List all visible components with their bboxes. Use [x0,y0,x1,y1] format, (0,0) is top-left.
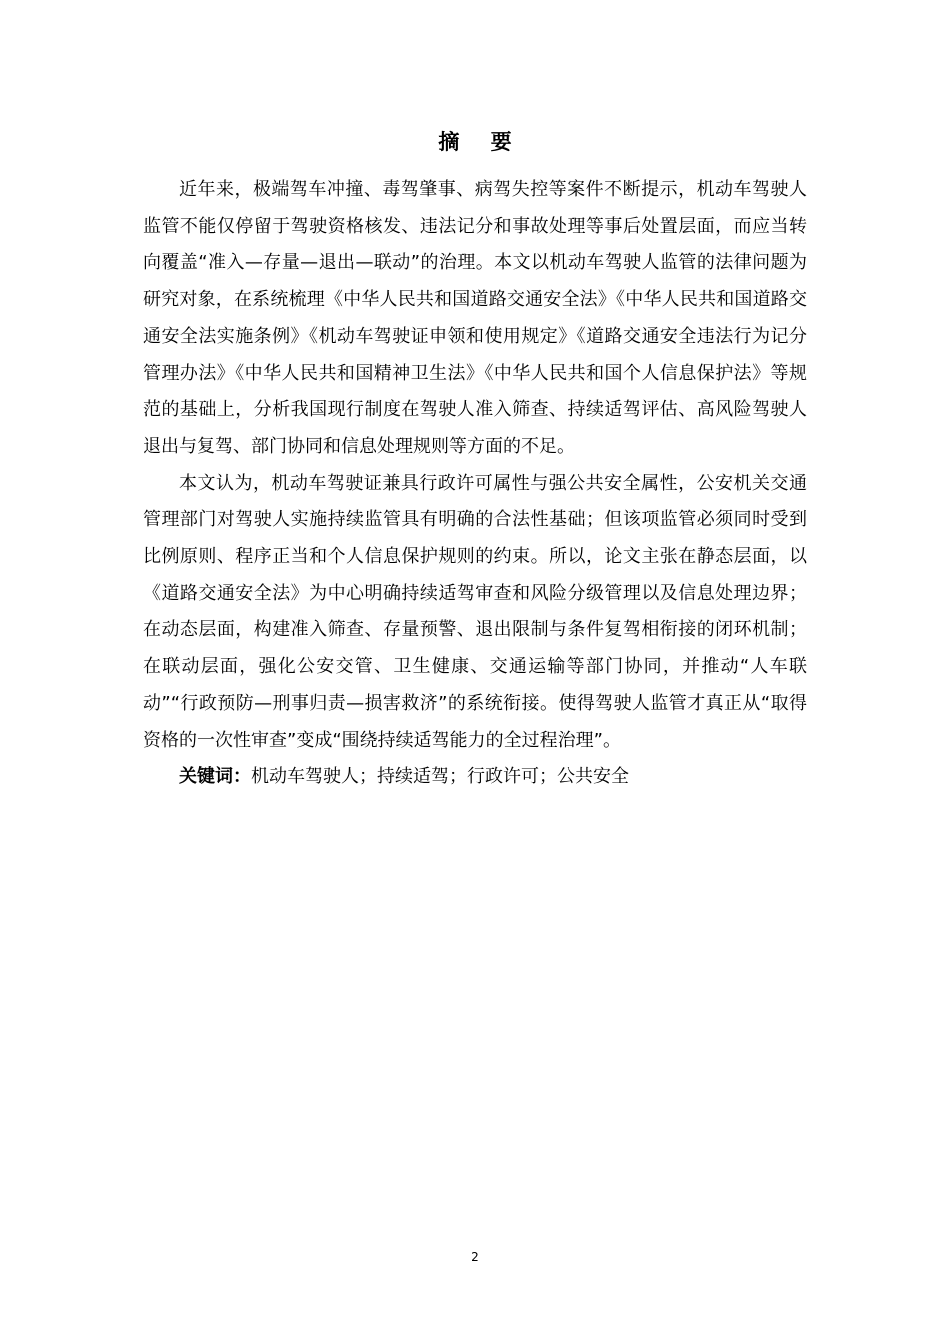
page-number: 2 [471,1250,479,1264]
abstract-body [143,172,807,796]
keywords-value: 机动车驾驶人；持续适驾；行政许可；公共安全 [251,766,629,788]
keywords-line [143,759,807,796]
abstract-title: 摘 要 [438,130,524,154]
abstract-paragraph-1: 近年来，极端驾车冲撞、毒驾肇事、病驾失控等案件不断提示，机动车驾驶人监管不能仅停留于驾驶资格核发、违法记分和事故处理等事后处置层面，而应当转向覆盖“准入—存量—退出—联动”的治理。本文以机动车驾驶人监管的法律问题为研究对象，在系统梳理《中华人民共和国道路交通安全法》《中华人民共和国道路交通安全法实施条例》《机动车驾驶证申领和使用规定》《道路交通安全违法行为记分管理办法》《中华人民共和国精神卫生法》《中华人民共和国个人信息保护法》等规范的基础上，分析我国现行制度在驾驶人准入筛查、持续适驾评估、高风险驾驶人退出与复驾、部门协同和信息处理规则等方面的不足。 [143,179,807,457]
abstract-paragraph-2: 本文认为，机动车驾驶证兼具行政许可属性与强公共安全属性，公安机关交通管理部门对驾驶人实施持续监管具有明确的合法性基础；但该项监管必须同时受到比例原则、程序正当和个人信息保护规则的约束。所以，论文主张在静态层面，以《道路交通安全法》为中心明确持续适驾审查和风险分级管理以及信息处理边界；在动态层面，构建准入筛查、存量预警、退出限制与条件复驾相衔接的闭环机制；在联动层面，强化公安交管、卫生健康、交通运输等部门协同，并推动“人车联动”“行政预防—刑事归责—损害救济”的系统衔接。使得驾驶人监管才真正从“取得资格的一次性审查”变成“围绕持续适驾能力的全过程治理”。 [143,472,807,751]
keywords-label: 关键词： [179,766,251,788]
